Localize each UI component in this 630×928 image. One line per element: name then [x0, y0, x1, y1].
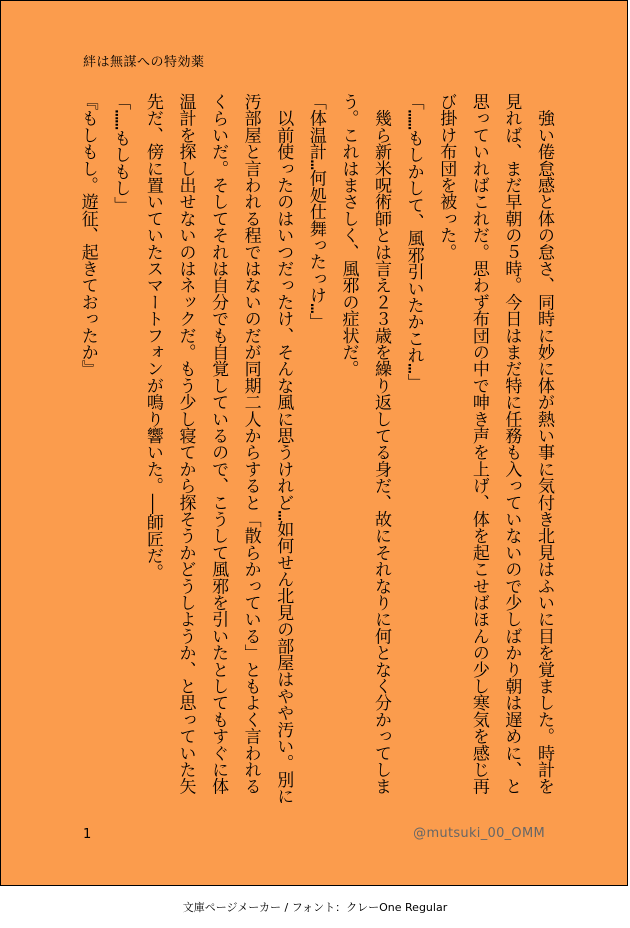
- story-title: 絆は無謀への特効薬: [83, 55, 205, 70]
- page-number: 1: [83, 827, 92, 842]
- paragraph: 強い倦怠感と体の怠さ、同時に妙に体が熱い事に気付き北見はふいに目を覚ました。時計を見れば、まだ早朝の５時。今日はまだ特に任務も入っていないので少しばかり朝は遅めに、と思っていればこれだ。思わず布団の中で呻き声を上げ、体を起こせばほんの少し寒気を感じ再び掛け布団を被った。: [436, 93, 554, 795]
- paragraph: 「体温計…何処仕舞ったっけ…」: [305, 93, 326, 330]
- paragraph: 以前使ったのはいつだったけ、そんな風に思うけれど…如何せん北見の部屋はやや汚い。別に汚部屋と言われる程ではないのだが同期二人からすると「散らかっている」ともよく言われるくらいだ。そしてそれは自分でも自覚しているので、こうして風邪を引いたとしてもすぐに体温計を探し出せないのはネックだ。もう少し寝てから探そうかどうしようか、と思っていた矢先だ、傍に置いていたスマートフォンが鳴り響いた。――師匠だ。: [142, 93, 294, 805]
- paragraph: 「……もしかして、風邪引いたかこれ…」: [403, 93, 424, 391]
- generator-footer: 文庫ページメーカー / フォント：クレーOne Regular: [182, 901, 448, 914]
- author-credit: @mutsuki_00_OMM: [413, 826, 545, 841]
- paragraph: 『もしもし。遊征、起きておったか』: [77, 93, 98, 377]
- paragraph: 「……もしもし」: [110, 93, 131, 214]
- story-body: [77, 93, 560, 807]
- paragraph: 幾ら新米呪術師とは言え２３歳を繰り返してる身だ、故にそれなりに何となく分かってしまう。これはまさしく、風邪の症状だ。: [338, 93, 392, 795]
